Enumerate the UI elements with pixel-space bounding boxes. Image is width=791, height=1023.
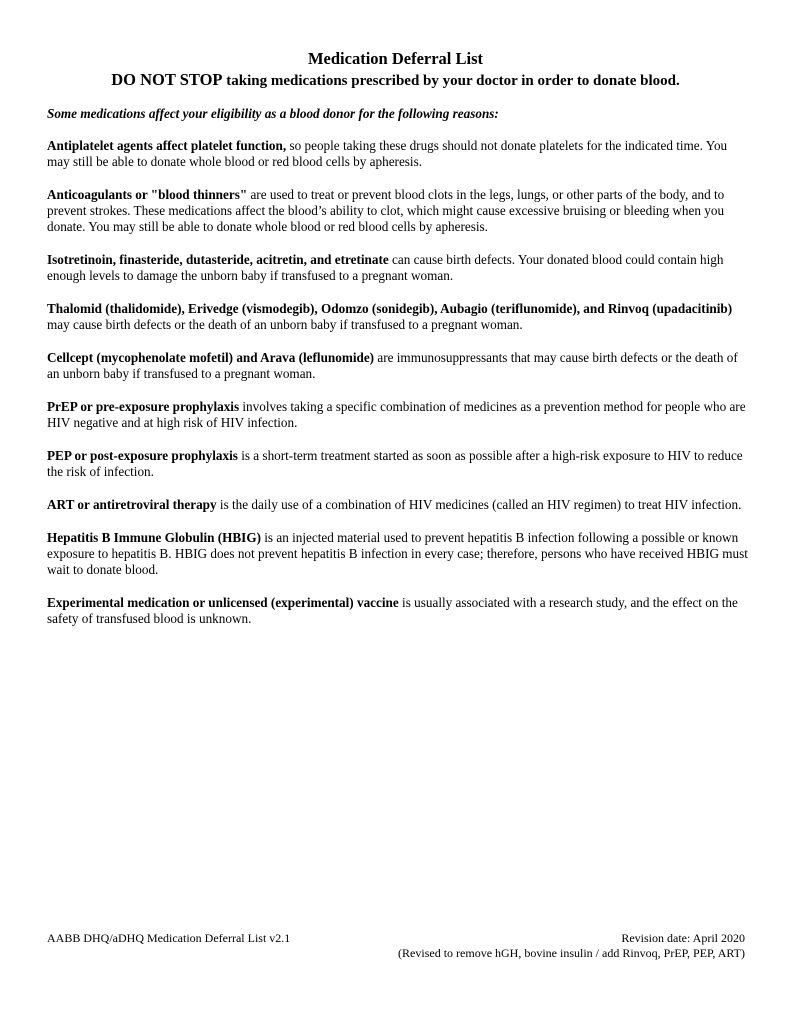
paragraph-heading: Experimental medication or unlicensed (experimental) vaccine — [47, 595, 399, 610]
paragraph-heading: Cellcept (mycophenolate mofetil) and Arava (leflunomide) — [47, 350, 375, 365]
paragraph-text: so people taking these drugs should not donate platelets for the indicated time. You may still be able to donate whole blood or red blood cells by apheresis. — [47, 138, 728, 169]
paragraph-heading: ART or antiretroviral therapy — [47, 497, 217, 512]
paragraph-heading: Antiplatelet agents affect platelet function, — [47, 138, 287, 153]
page-title: Medication Deferral List — [307, 49, 484, 68]
revision-date: Revision date: April 2020 — [621, 931, 745, 945]
paragraph-anticoagulants — [47, 187, 750, 235]
paragraph-heading: Thalomid (thalidomide), Erivedge (vismodegib), Odomzo (sonidegib), Aubagio (teriflunomide), and Rinvoq (upadacitinib) — [47, 301, 733, 316]
paragraph-text: are immunosuppressants that may cause birth defects or the death of an unborn baby if transfused to a pregnant woman. — [47, 350, 738, 381]
paragraph-heading: Anticoagulants or "blood thinners" — [47, 187, 248, 202]
paragraph-text: is the daily use of a combination of HIV medicines (called an HIV regimen) to treat HIV infection. — [216, 497, 742, 512]
paragraph-heading: PEP or post-exposure prophylaxis — [47, 448, 238, 463]
paragraph-text: can cause birth defects. Your donated blood could contain high enough levels to damage the unborn baby if transfused to a pregnant woman. — [47, 252, 724, 283]
paragraph-heading: Hepatitis B Immune Globulin (HBIG) — [47, 530, 261, 545]
intro-text: Some medications affect your eligibility as a blood donor for the following reasons: — [47, 106, 499, 121]
revision-note: (Revised to remove hGH, bovine insulin / add Rinvoq, PrEP, PEP, ART) — [398, 946, 745, 960]
paragraph-heading: Isotretinoin, finasteride, dutasteride, acitretin, and etretinate — [47, 252, 389, 267]
paragraph-heading: PrEP or pre-exposure prophylaxis — [47, 399, 240, 414]
paragraph-antiplatelet — [47, 138, 750, 170]
paragraph-thalomid — [47, 301, 750, 333]
footer-document-id: AABB DHQ/aDHQ Medication Deferral List v2.1 — [47, 931, 291, 945]
paragraph-list — [47, 138, 750, 644]
paragraph-text: involves taking a specific combination of medicines as a prevention method for people who are HIV negative and at high risk of HIV infection. — [47, 399, 746, 430]
paragraph-pep — [47, 448, 750, 480]
paragraph-art — [47, 497, 750, 513]
paragraph-hbig — [47, 530, 750, 578]
paragraph-text: may cause birth defects or the death of an unborn baby if transfused to a pregnant woman. — [47, 317, 523, 332]
subtitle-text: taking medications prescribed by your doctor in order to donate blood. — [222, 73, 680, 89]
subtitle-emphasis: DO NOT STOP — [111, 70, 223, 89]
paragraph-text: are used to treat or prevent blood clots in the legs, lungs, or other parts of the body, and to prevent strokes. These medications affect the blood’s ability to clot, which might cause excessive bruising or bleeding when you donate. You may still be able to donate whole blood or red blood cells by apheresis. — [47, 187, 725, 234]
paragraph-text: is an injected material used to prevent hepatitis B infection following a possible or known exposure to hepatitis B. HBIG does not prevent hepatitis B infection in every case; therefore, persons who have received HBIG must wait to donate blood. — [47, 530, 748, 577]
paragraph-prep — [47, 399, 750, 431]
page-subtitle — [0, 70, 791, 91]
paragraph-experimental — [47, 595, 750, 627]
paragraph-text: is a short-term treatment started as soon as possible after a high-risk exposure to HIV to reduce the risk of infection. — [47, 448, 743, 479]
paragraph-text: is usually associated with a research study, and the effect on the safety of transfused blood is unknown. — [47, 595, 738, 626]
paragraph-cellcept — [47, 350, 750, 382]
footer-revision — [398, 931, 745, 961]
paragraph-isotretinoin — [47, 252, 750, 284]
